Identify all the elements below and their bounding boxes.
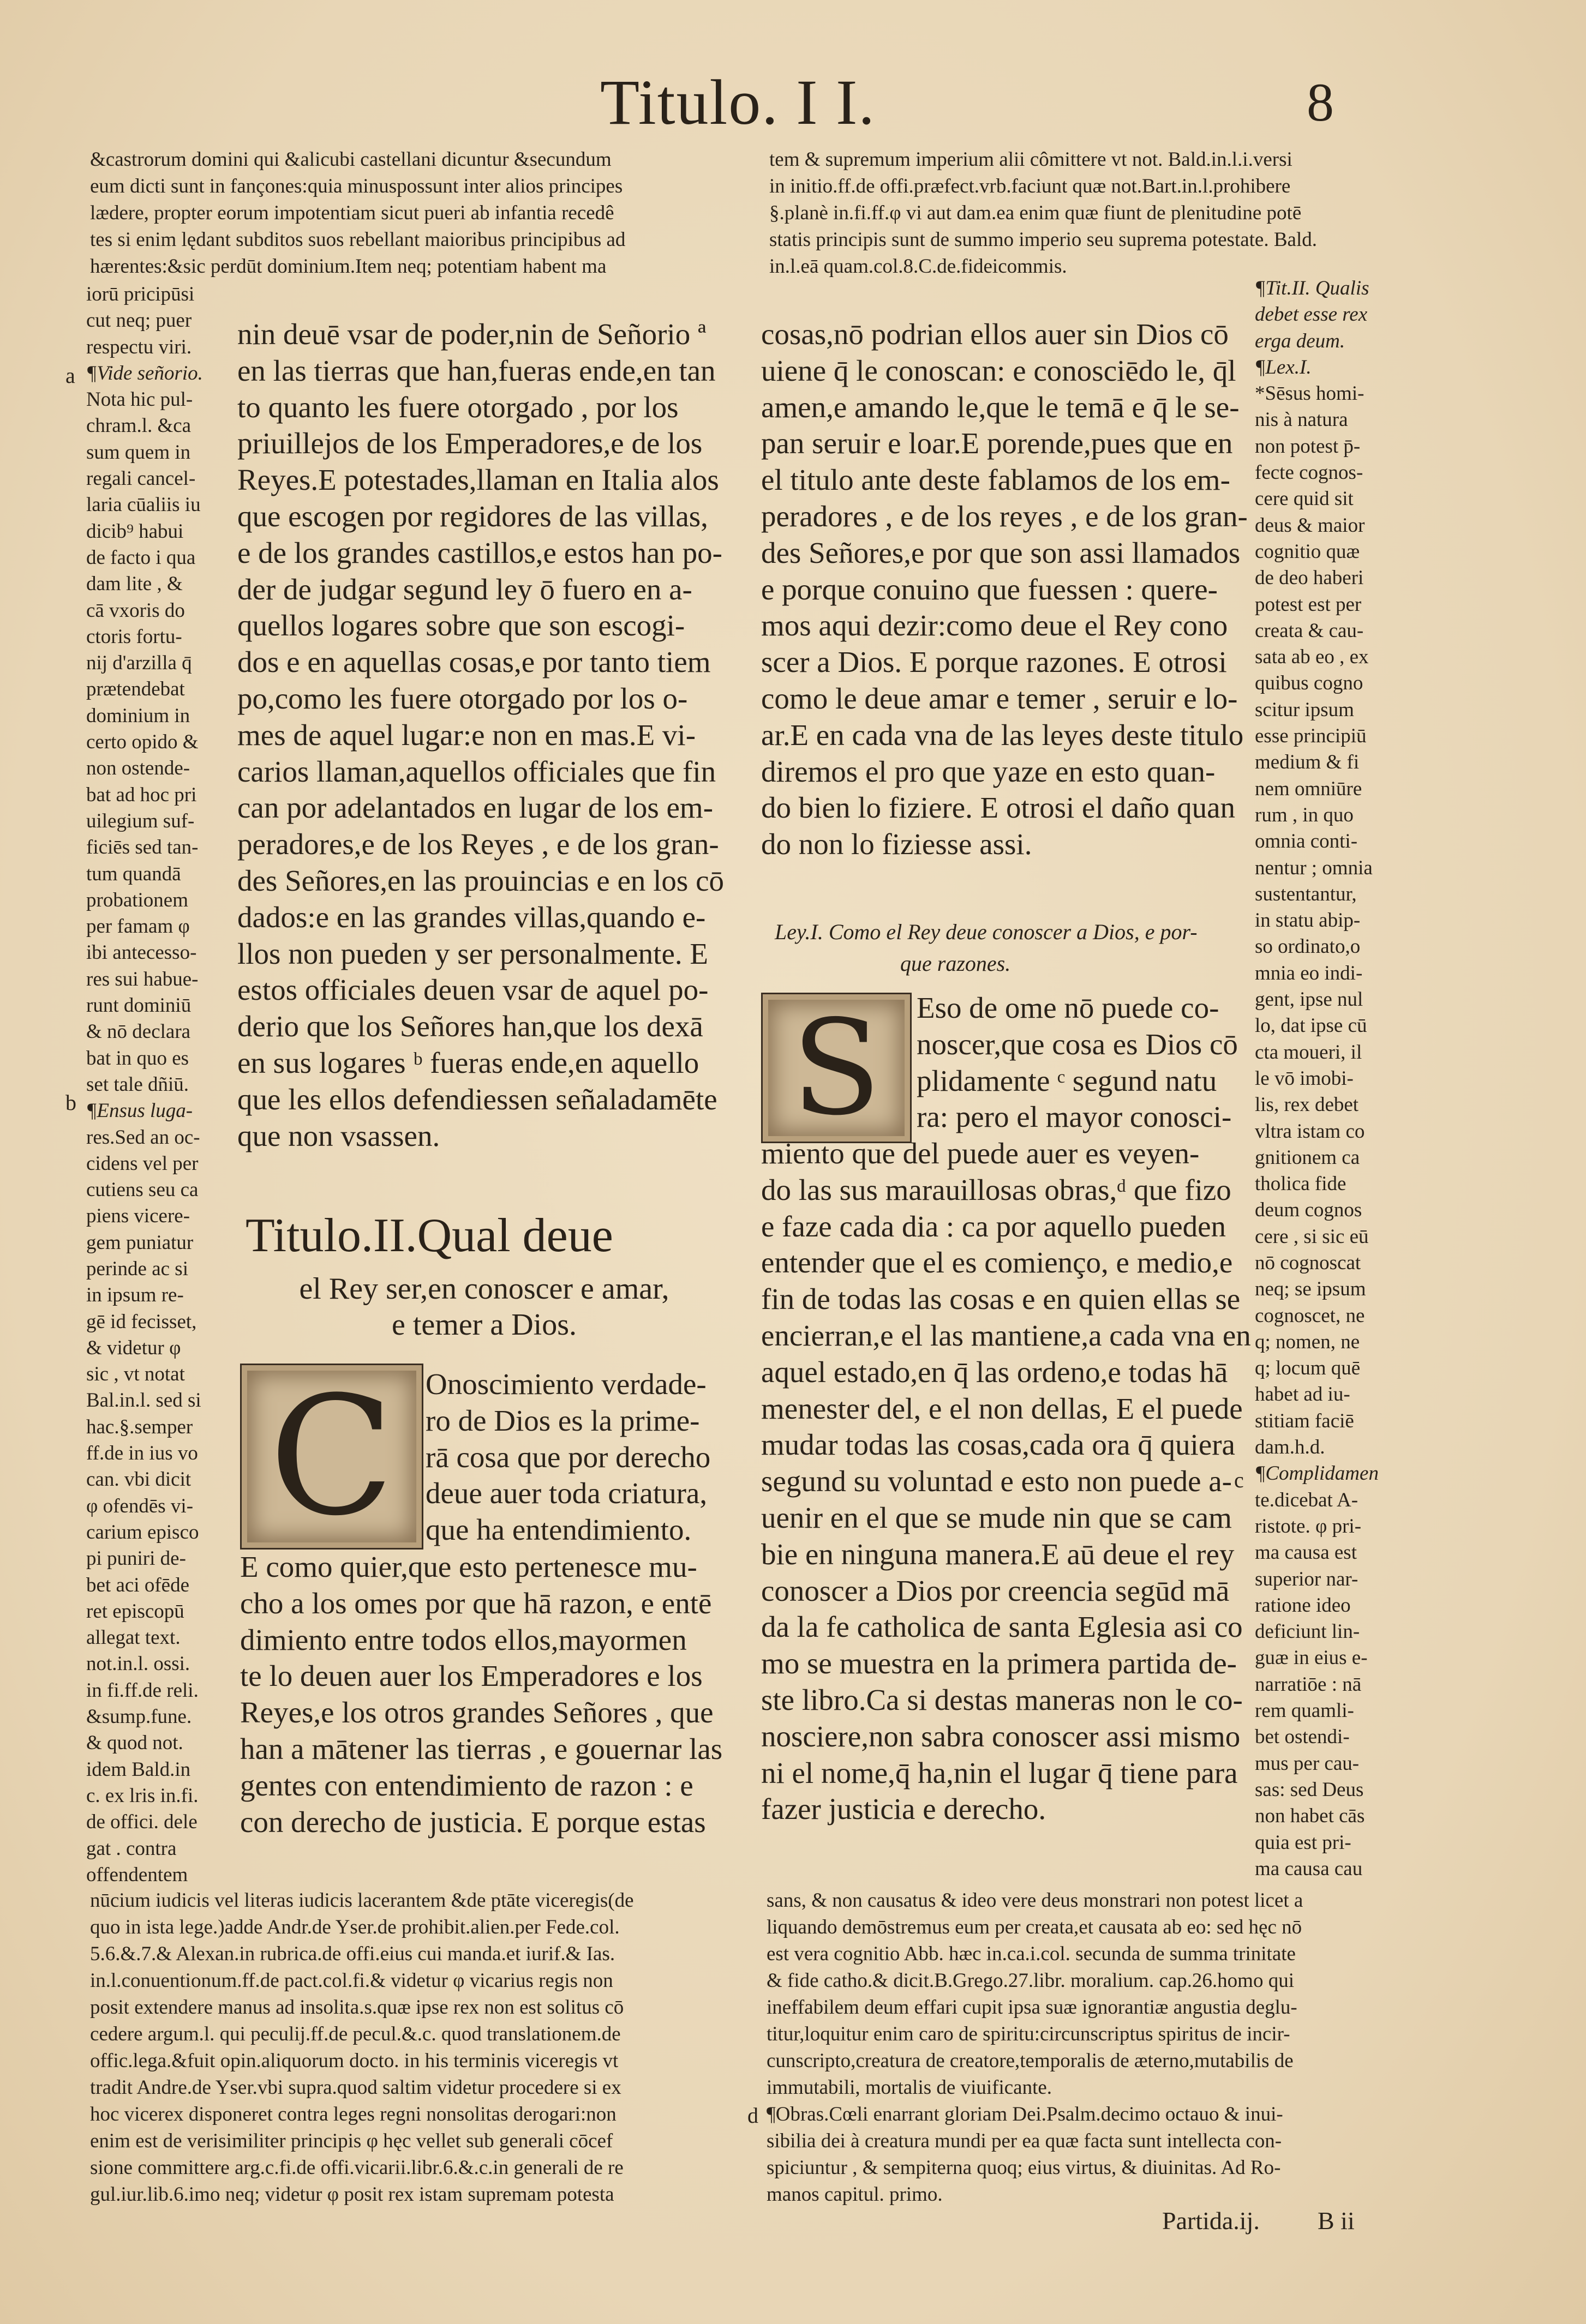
ley-heading-1: Ley.I. Como el Rey deue conoscer a Dios, e por- <box>775 920 1198 944</box>
body-line: menester del, e el non dellas, E el puede <box>761 1391 1243 1425</box>
body-line: derio que los Señores han,que los dexā <box>237 1010 703 1043</box>
body-line: nin deuē vsar de poder,nin de Señorio ª <box>237 317 707 351</box>
note-line: statis principis sunt de summo imperio seu suprema potestate. Bald. <box>769 229 1317 251</box>
margin-line: omnia conti- <box>1255 830 1358 853</box>
margin-line: de deo haberi <box>1255 567 1364 590</box>
margin-line: nō cognoscat <box>1255 1251 1361 1274</box>
body-line: e de los grandes castillos,e estos han po- <box>237 536 722 569</box>
top-notes-right <box>769 146 1413 280</box>
body-line: pan seruir e loar.E porende,pues que en <box>761 427 1233 460</box>
margin-line: cere , si sic eū <box>1255 1225 1369 1248</box>
body-line: gentes con entendimiento de razon : e <box>240 1768 693 1802</box>
margin-line: c. ex lris in.fi. <box>86 1784 199 1807</box>
body-line: Eso de ome nō puede co- <box>917 991 1219 1024</box>
margin-line: bet ostendi- <box>1255 1726 1350 1749</box>
body-line: en sus logares ᵇ fueras ende,en aquello <box>237 1046 699 1079</box>
margin-line: habet ad iu- <box>1255 1383 1350 1406</box>
note-line: nūcium iudicis vel literas iudicis lacerantem &de ptāte viceregis(de <box>90 1889 634 1912</box>
margin-line: res.Sed an oc- <box>86 1126 200 1149</box>
bottom-notes-left <box>90 1887 737 2208</box>
margin-line: dam lite , & <box>86 573 183 596</box>
body-line: que non vsassen. <box>237 1119 440 1152</box>
body-line: como le deue amar e temer , seruir e lo- <box>761 681 1238 715</box>
body-line: e porque conuino que fuessen : quere- <box>761 572 1218 606</box>
margin-line: perinde ac si <box>86 1257 188 1280</box>
body-line: noscer,que cosa es Dios cō <box>917 1027 1238 1061</box>
bottom-notes-right <box>767 1887 1413 2101</box>
body-line: diremos el pro que yaze en esto quan- <box>761 754 1216 788</box>
note-line: in.l.eā quam.col.8.C.de.fideicommis. <box>769 255 1067 278</box>
margin-line: gent, ipse nul <box>1255 988 1363 1011</box>
margin-line: in fi.ff.de reli. <box>86 1679 199 1702</box>
body-line: fin de todas las cosas e en quien ellas se <box>761 1282 1241 1316</box>
body-line: deue auer toda criatura, <box>426 1476 708 1510</box>
margin-line: te.dicebat A- <box>1255 1488 1358 1511</box>
note-line: spiciuntur , & sempiterna quoq; eius virtus, & diuinitas. Ad Ro- <box>767 2157 1281 2179</box>
margin-line: iorū pricipūsi <box>86 283 195 305</box>
body-line: Onoscimiento verdade- <box>426 1367 707 1401</box>
note-line: enim est de verisimiliter principis φ hęc vellet sub generali cōcef <box>90 2130 613 2152</box>
margin-line: regali cancel- <box>86 467 196 490</box>
margin-line: neq; se ipsum <box>1255 1278 1366 1301</box>
body-line: carios llaman,aquellos officiales que fin <box>237 754 716 788</box>
drop-cap-s <box>761 993 912 1143</box>
margin-line: nij d'arzilla q̄ <box>86 652 192 675</box>
margin-line: in ipsum re- <box>86 1284 184 1307</box>
drop-cap-c <box>240 1361 423 1552</box>
folio-number: 8 <box>1307 72 1334 133</box>
margin-line: medium & fi <box>1255 751 1360 774</box>
margin-line: ¶Vide señorio. <box>86 362 203 385</box>
body-line: do las sus marauillosas obras,ᵈ que fizo <box>761 1173 1231 1206</box>
body-line: llos non pueden y ser personalmente. E <box>237 936 708 970</box>
body-line: der de judgar segund ley ō fuero en a- <box>237 572 692 606</box>
margin-line: cutiens seu ca <box>86 1179 199 1202</box>
note-line: §.planè in.fi.ff.φ vi aut dam.ea enim quæ fiunt de plenitudine potē <box>769 202 1302 224</box>
right-margin-notes <box>1255 275 1419 1882</box>
margin-line: non potest p̄- <box>1255 435 1361 458</box>
body-line: que ha entendimiento. <box>426 1513 692 1547</box>
margin-line: cā vxoris do <box>86 599 185 622</box>
note-marker-c: c <box>1234 1468 1244 1492</box>
margin-line: respectu viri. <box>86 335 192 358</box>
note-line: manos capitul. primo. <box>767 2183 943 2206</box>
margin-line: creata & cau- <box>1255 619 1364 642</box>
body-line: ar.E en cada vna de las leyes deste titulo <box>761 718 1244 752</box>
body-line: ni el nome,q̄ ha,nin el lugar q̄ tiene para <box>761 1756 1238 1789</box>
margin-line: ff.de in ius vo <box>86 1442 198 1465</box>
margin-line: ¶Tit.II. Qualis <box>1255 277 1369 299</box>
note-line: eum dicti sunt in fançones:quia minuspossunt inter alios principes <box>90 175 623 197</box>
margin-line: cognitio quæ <box>1255 540 1360 563</box>
note-line: hærentes:&sic perdūt dominium.Item neq; potentiam habent ma <box>90 255 607 278</box>
note-line: in initio.ff.de offi.præfect.vrb.faciunt quæ not.Bart.in.l.prohibere <box>769 175 1291 197</box>
body-line: amen,e amando le,que le temā e q̄ le se- <box>761 390 1240 424</box>
margin-line: sustentantur, <box>1255 882 1357 905</box>
body-line: entender que el es comienço, e medio,e <box>761 1246 1233 1280</box>
margin-line: prætendebat <box>86 678 185 701</box>
titulo-intro-text <box>240 1549 731 1840</box>
margin-line: ibi antecesso- <box>86 941 197 964</box>
note-line: sione committere arg.c.fi.de offi.vicarii.libr.6.&.c.in generali de re <box>90 2157 624 2179</box>
note-line: posit extendere manus ad insolita.s.quæ ipse rex non est solitus cō <box>90 1996 624 2019</box>
margin-line: superior nar- <box>1255 1568 1358 1590</box>
note-line: titur,loquitur enim caro de spiritu:circunscriptus spiritus de incir- <box>767 2023 1290 2045</box>
margin-line: gnitionem ca <box>1255 1146 1360 1169</box>
margin-line: narratiōe : nā <box>1255 1673 1362 1696</box>
margin-line: can. vbi dicit <box>86 1468 191 1491</box>
margin-line: offendentem <box>86 1863 188 1886</box>
body-line: encierran,e el las mantiene,a cada vna en <box>761 1318 1251 1352</box>
note-line: immutabili, mortalis de viuificante. <box>767 2076 1052 2099</box>
note-line: 5.6.&.7.& Alexan.in rubrica.de offi.eius cui manda.et iurif.& Ias. <box>90 1943 615 1965</box>
column-two-text <box>761 316 1255 863</box>
margin-line: rum , in quo <box>1255 803 1354 826</box>
margin-line: not.in.l. ossi. <box>86 1653 190 1676</box>
margin-line: guæ in eius e- <box>1255 1647 1368 1670</box>
margin-line: le vō imobi- <box>1255 1067 1354 1090</box>
body-line: scer a Dios. E porque razones. E otrosi <box>761 645 1227 679</box>
margin-line: vltra istam co <box>1255 1120 1365 1143</box>
margin-line: q; locum quē <box>1255 1357 1361 1380</box>
margin-line: laria cūaliis iu <box>86 494 201 517</box>
margin-line: per famam φ <box>86 915 190 938</box>
note-line: tem & supremum imperium alii cômittere vt not. Bald.in.l.i.versi <box>769 148 1292 171</box>
margin-line: tum quandā <box>86 862 181 885</box>
body-line: bie en ninguna manera.E aū deue el rey <box>761 1537 1235 1571</box>
margin-line: ¶Lex.I. <box>1255 356 1312 379</box>
margin-line: deus & maior <box>1255 514 1365 537</box>
drop-cap-letter: C <box>269 1361 394 1552</box>
note-line: ineffabilem deum effari cupit ipsa suæ ignorantiæ angustia deglu- <box>767 1996 1297 2019</box>
margin-line: cidens vel per <box>86 1152 199 1175</box>
margin-line: cere quid sit <box>1255 488 1354 511</box>
body-line: des Señores,e por que son assi llamados <box>761 536 1241 569</box>
body-line: e faze cada dia : ca por aquello pueden <box>761 1209 1226 1243</box>
body-line: mes de aquel lugar:e non en mas.E vi- <box>237 718 696 752</box>
margin-line: nis à natura <box>1255 409 1348 431</box>
body-line: mos aqui dezir:como deue el Rey cono <box>761 609 1228 642</box>
note-line: offic.lega.&fuit opin.aliquorum docto. in his terminis viceregis vt <box>90 2050 619 2072</box>
titulo-subtitle-2: e temer a Dios. <box>392 1308 577 1342</box>
body-line: des Señores,en las prouincias e en los cō <box>237 863 724 897</box>
body-line: Reyes.E potestades,llaman en Italia alos <box>237 463 719 497</box>
note-line: tes si enim lędant subditos suos rebellant maioribus principibus ad <box>90 229 626 251</box>
margin-line: stitiam faciē <box>1255 1409 1354 1432</box>
body-line: po,como les fuere otorgado por los o- <box>237 681 688 715</box>
body-line: quellos logares sobre que son escogi- <box>237 609 685 642</box>
body-line: plidamente ᶜ segund natu <box>917 1064 1217 1097</box>
margin-line: set tale dñiū. <box>86 1073 189 1096</box>
margin-line: *Sēsus homi- <box>1255 382 1364 405</box>
body-line: cho a los omes por que hā razon, e entē <box>240 1586 712 1620</box>
margin-line: potest est per <box>1255 593 1362 616</box>
margin-line: bet aci ofēde <box>86 1574 189 1596</box>
body-line: han a mātener las tierras , e gouernar las <box>240 1732 723 1765</box>
body-line: que escogen por regidores de las villas, <box>237 499 708 533</box>
margin-line: scitur ipsum <box>1255 698 1354 721</box>
note-marker-a: a <box>65 363 75 388</box>
note-line: cunscripto,creatura de creatore,temporalis de æterno,mutabilis de <box>767 2050 1294 2072</box>
margin-line: so ordinato,o <box>1255 935 1361 958</box>
margin-line: ma causa est <box>1255 1541 1357 1564</box>
margin-line: ¶Complidamen <box>1255 1462 1379 1485</box>
note-line: est vera cognitio Abb. hæc in.ca.i.col. secunda de summa trinitate <box>767 1943 1296 1965</box>
body-line: nosciere,non sabra conoscer assi mismo <box>761 1719 1241 1753</box>
margin-line: ristote. φ pri- <box>1255 1515 1362 1538</box>
titulo-heading: Titulo.II.Qual deue <box>246 1209 613 1262</box>
body-line: peradores,e de los Reyes , e de los gran- <box>237 827 719 861</box>
margin-line: nem omniūre <box>1255 777 1362 800</box>
margin-line: rem quamli- <box>1255 1700 1354 1722</box>
ley-heading-2: que razones. <box>900 951 1011 976</box>
margin-line: bat ad hoc pri <box>86 783 197 806</box>
body-line: uiene q̄ le conoscan: e conosciēdo le, q̄l <box>761 353 1236 387</box>
drop-cap-letter: S <box>791 992 882 1144</box>
margin-line: cut neq; puer <box>86 309 192 332</box>
body-line: mudar todas las cosas,cada ora q̄ quiera <box>761 1428 1235 1462</box>
note-marker-d: d <box>747 2103 758 2128</box>
running-title: Titulo. I I. <box>600 67 876 138</box>
margin-line: hac.§.semper <box>86 1415 193 1438</box>
margin-line: ctoris fortu- <box>86 625 182 648</box>
margin-line: non ostende- <box>86 757 190 780</box>
ley-text <box>761 1136 1255 1828</box>
margin-line: sic , vt notat <box>86 1363 185 1386</box>
margin-line: sata ab eo , ex <box>1255 646 1369 669</box>
margin-line: dicib⁹ habui <box>86 520 184 543</box>
margin-line: quibus cogno <box>1255 672 1363 695</box>
note-line: & fide catho.& dicit.B.Grego.27.libr. moralium. cap.26.homo qui <box>767 1969 1294 1992</box>
titulo-intro-beside <box>426 1366 731 1548</box>
margin-line: & quod not. <box>86 1732 183 1755</box>
margin-line: debet esse rex <box>1255 303 1368 326</box>
margin-line: φ ofendēs vi- <box>86 1494 194 1517</box>
top-notes-left <box>90 146 728 280</box>
margin-line: non habet cās <box>1255 1805 1365 1828</box>
margin-line: in statu abip- <box>1255 909 1361 932</box>
margin-line: quia est pri- <box>1255 1831 1351 1854</box>
body-line: Reyes,e los otros grandes Señores , que <box>240 1696 714 1730</box>
note-line: tradit Andre.de Yser.vbi supra.quod saltim videtur procedere si ex <box>90 2076 621 2099</box>
margin-line: deum cognos <box>1255 1199 1362 1222</box>
margin-line: ratione ideo <box>1255 1594 1351 1617</box>
margin-line: pi puniri de- <box>86 1547 186 1570</box>
margin-line: sas: sed Deus <box>1255 1778 1364 1801</box>
body-line: el titulo ante deste fablamos de los em- <box>761 463 1230 497</box>
margin-line: uilegium suf- <box>86 809 195 832</box>
note-line: quo in ista lege.)adde Andr.de Yser.de prohibit.alien.per Fede.col. <box>90 1916 620 1938</box>
body-line: en las tierras que han,fueras ende,en tan <box>237 353 716 387</box>
margin-line: de facto i qua <box>86 546 196 569</box>
margin-line: lo, dat ipse cū <box>1255 1014 1367 1037</box>
note-line: &castrorum domini qui &alicubi castellani dicuntur &secundum <box>90 148 612 171</box>
margin-line: esse principiū <box>1255 725 1367 748</box>
margin-line: probationem <box>86 888 189 911</box>
margin-line: idem Bald.in <box>86 1758 191 1781</box>
margin-line: piens vicere- <box>86 1205 190 1228</box>
body-line: to quanto les fuere otorgado , por los <box>237 390 679 424</box>
column-one-text <box>237 316 731 1154</box>
body-line: estos officiales deuen vsar de aquel po- <box>237 973 709 1007</box>
body-line: ro de Dios es la prime- <box>426 1403 700 1437</box>
margin-line: cognoscet, ne <box>1255 1304 1365 1327</box>
body-line: que les ellos defendiessen señaladamēte <box>237 1082 717 1116</box>
ley-intro-beside <box>917 990 1255 1136</box>
body-line: do bien lo fiziere. E otrosi el daño quan <box>761 791 1236 825</box>
note-line: hoc vicerex disponeret contra leges regni nonsolitas derogari:non <box>90 2103 617 2125</box>
body-line: priuillejos de los Emperadores,e de los <box>237 427 703 460</box>
titulo-subtitle-1: el Rey ser,en conoscer e amar, <box>299 1272 669 1306</box>
body-line: E como quier,que esto pertenesce mu- <box>240 1550 697 1583</box>
margin-line: cta moueri, il <box>1255 1041 1362 1064</box>
body-line: ra: pero el mayor conosci- <box>917 1100 1232 1134</box>
margin-line: Nota hic pul- <box>86 388 193 411</box>
margin-line: ret episcopū <box>86 1600 184 1623</box>
margin-line: dam.h.d. <box>1255 1436 1325 1459</box>
margin-line: & videtur φ <box>86 1336 181 1359</box>
body-line: do non lo fiziesse assi. <box>761 827 1032 861</box>
body-line: conoscer a Dios por creencia segūd mā <box>761 1574 1230 1607</box>
obras-note <box>767 2101 1413 2208</box>
body-line: con derecho de justicia. E porque estas <box>240 1805 706 1839</box>
margin-line: ma causa cau <box>1255 1857 1363 1880</box>
body-line: dimiento entre todos ellos,mayormen <box>240 1623 687 1656</box>
margin-line: dominium in <box>86 704 190 727</box>
note-line: lædere, propter eorum impotentiam sicut pueri ab infantia recedê <box>90 202 614 224</box>
note-marker-b: b <box>65 1090 76 1115</box>
body-line: peradores , e de los reyes , e de los gran- <box>761 499 1248 533</box>
margin-line: Bal.in.l. sed si <box>86 1389 201 1412</box>
margin-line: erga deum. <box>1255 329 1345 352</box>
body-line: cosas,nō podrian ellos auer sin Dios cō <box>761 317 1229 351</box>
body-line: rā cosa que por derecho <box>426 1440 711 1474</box>
margin-line: nentur ; omnia <box>1255 856 1373 879</box>
margin-line: res sui habue- <box>86 968 199 990</box>
margin-line: lis, rex debet <box>1255 1094 1359 1116</box>
body-line: da la fe catholica de santa Eglesia asi co <box>761 1610 1243 1644</box>
margin-line: &sump.fune. <box>86 1706 192 1728</box>
body-line: miento que del puede auer es veyen- <box>761 1137 1200 1170</box>
margin-line: mus per cau- <box>1255 1752 1360 1775</box>
margin-line: certo opido & <box>86 731 199 754</box>
margin-line: & nō declara <box>86 1020 191 1043</box>
margin-line: mnia eo indi- <box>1255 962 1363 984</box>
note-line: sans, & non causatus & ideo vere deus monstrari non potest licet a <box>767 1889 1303 1912</box>
body-line: can por adelantados en lugar de los em- <box>237 791 714 825</box>
body-line: segund su voluntad e esto non puede a- <box>761 1464 1232 1498</box>
body-line: dados:e en las grandes villas,quando e- <box>237 900 706 934</box>
body-line: uenir en el que se mude nin que se cam <box>761 1500 1232 1534</box>
margin-line: chram.l. &ca <box>86 415 191 437</box>
sheet-mark: B ii <box>1318 2207 1355 2235</box>
body-line: te lo deuen auer los Emperadores e los <box>240 1659 703 1693</box>
margin-line: gē id fecisset, <box>86 1310 197 1333</box>
note-line: cedere argum.l. qui peculij.ff.de pecul.&.c. quod translationem.de <box>90 2023 621 2045</box>
margin-line: de offici. dele <box>86 1811 197 1834</box>
signature-mark: Partida.ij. <box>1162 2207 1260 2235</box>
margin-line: bat in quo es <box>86 1047 189 1070</box>
note-line: in.l.conuentionum.ff.de pact.col.fi.& videtur φ vicarius regis non <box>90 1969 613 1992</box>
margin-line: gem puniatur <box>86 1231 194 1254</box>
margin-line: runt dominiū <box>86 994 191 1017</box>
left-margin-notes <box>86 281 217 1888</box>
margin-line: q; nomen, ne <box>1255 1330 1360 1353</box>
body-line: fazer justicia e derecho. <box>761 1792 1046 1826</box>
margin-line: fecte cognos- <box>1255 461 1363 484</box>
margin-line: allegat text. <box>86 1626 181 1649</box>
body-line: ste libro.Ca si destas maneras non le co- <box>761 1683 1243 1716</box>
body-line: aquel estado,en q̄ las ordeno,e todas hā <box>761 1355 1228 1389</box>
margin-line: ficiēs sed tan- <box>86 836 199 859</box>
margin-line: tholica fide <box>1255 1173 1346 1196</box>
body-line: dos e en aquellas cosas,e por tanto tiem <box>237 645 711 679</box>
note-line: sibilia dei à creatura mundi per ea quæ facta sunt intellecta con- <box>767 2130 1282 2152</box>
body-line: mo se muestra en la primera partida de- <box>761 1647 1237 1680</box>
margin-line: ¶Ensus luga- <box>86 1100 193 1122</box>
margin-line: deficiunt lin- <box>1255 1620 1360 1643</box>
note-line: gul.iur.lib.6.imo neq; videtur φ posit rex istam supremam potesta <box>90 2183 614 2206</box>
note-line: ¶Obras.Cœli enarrant gloriam Dei.Psalm.decimo octauo & inui- <box>767 2103 1283 2125</box>
note-line: liquando demōstremus eum per creata,et causata ab eo: sed hęc nō <box>767 1916 1302 1938</box>
margin-line: sum quem in <box>86 441 191 464</box>
margin-line: carium episco <box>86 1521 199 1544</box>
margin-line: gat . contra <box>86 1837 177 1860</box>
